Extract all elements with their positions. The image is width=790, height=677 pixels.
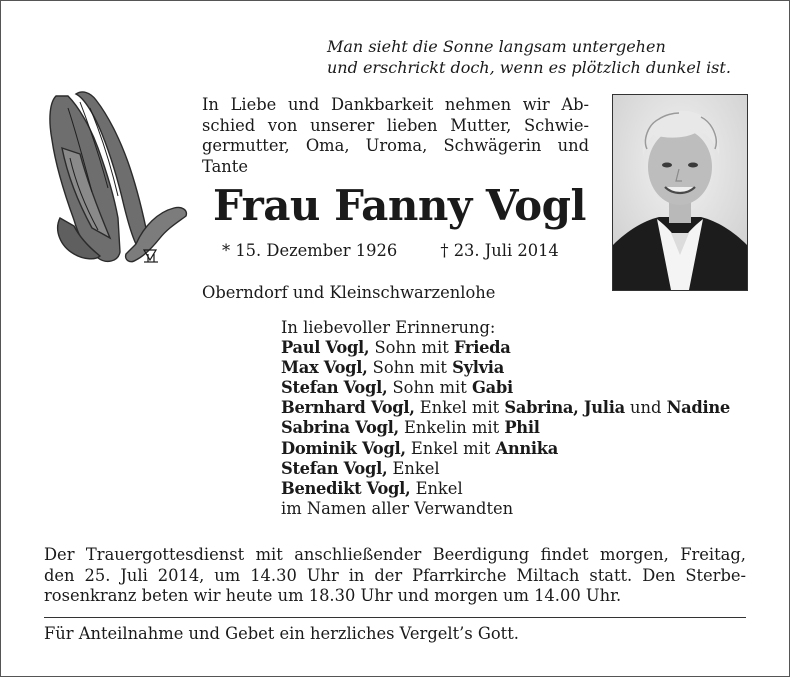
portrait-illustration [613,95,747,290]
intro-line-1: In Liebe und Dankbarkeit nehmen wir Ab- [202,95,589,114]
residence-places: Oberndorf und Kleinschwarzenlohe [202,283,496,302]
funeral-service-text [44,545,746,607]
relative-name: Stefan Vogl, [281,378,388,398]
relation: Sohn mit [387,378,472,398]
service-line-2: den 25. Juli 2014, um 14.30 Uhr in der Pfarrkirche Miltach statt. Den Sterbe- [44,565,746,585]
life-dates [222,241,559,261]
intro-line-3: germutter, Oma, Uroma, Schwägerin und [202,136,589,155]
relation: Enkel mit [405,438,496,458]
partner-name: Gabi [472,378,513,398]
memorial-row [281,459,761,479]
memorial-closing: im Namen aller Verwandten [281,498,514,518]
intro-text [202,95,589,177]
relative-name: Sabrina Vogl, [281,418,399,438]
memorial-row [281,378,761,398]
memorial-row [281,439,761,459]
quote-line-1: Man sieht die Sonne langsam untergehen [327,37,666,56]
poem-quote [327,36,757,78]
memorial-row [281,338,761,358]
partner-name: Sylvia [452,358,504,378]
partner-name: Nadine [666,398,730,418]
partner-name: Frieda [453,338,511,358]
praying-hands-icon [40,88,190,268]
memorial-list [281,318,761,519]
relation: Enkel [410,478,463,498]
partner-name: Julia [578,398,625,418]
relation: Sohn mit [369,338,454,358]
relation: Enkelin mit [398,418,505,438]
partner-name: Sabrina, [504,398,579,418]
intro-line-4: Tante [202,156,248,176]
quote-line-2: und erschrickt doch, wenn es plötzlich dunkel ist. [327,58,731,77]
service-line-1: Der Trauergottesdienst mit anschließender Beerdigung findet morgen, Freitag, [44,545,746,564]
memorial-heading: In liebevoller Erinnerung: [281,318,496,337]
relative-name: Paul Vogl, [281,338,370,358]
relative-name: Max Vogl, [281,358,368,378]
memorial-row [281,418,761,438]
relative-name: Benedikt Vogl, [281,478,411,498]
thanks-line: Für Anteilnahme und Gebet ein herzliches Vergelt’s Gott. [44,624,519,643]
birth-date: * 15. Dezember 1926 [222,241,398,260]
partner-name: Phil [504,418,540,438]
death-date: † 23. Juli 2014 [440,241,559,260]
intro-line-2: schied von unserer lieben Mutter, Schwie- [202,115,589,135]
memorial-row [281,479,761,499]
relative-name: Dominik Vogl, [281,438,406,458]
relative-name: Bernhard Vogl, [281,398,415,418]
relation: Enkel mit [414,398,505,418]
portrait-photo [612,94,748,291]
relation: Enkel [387,458,440,478]
memorial-row [281,358,761,378]
divider [44,617,746,618]
relation: Sohn mit [367,358,453,378]
relative-name: Stefan Vogl, [281,458,388,478]
partner-name: Annika [495,438,559,458]
memorial-row [281,398,761,418]
conjunction: und [624,398,667,418]
service-line-3: rosenkranz beten wir heute um 18.30 Uhr und morgen um 14.00 Uhr. [44,586,622,605]
deceased-name: Frau Fanny Vogl [213,181,586,230]
